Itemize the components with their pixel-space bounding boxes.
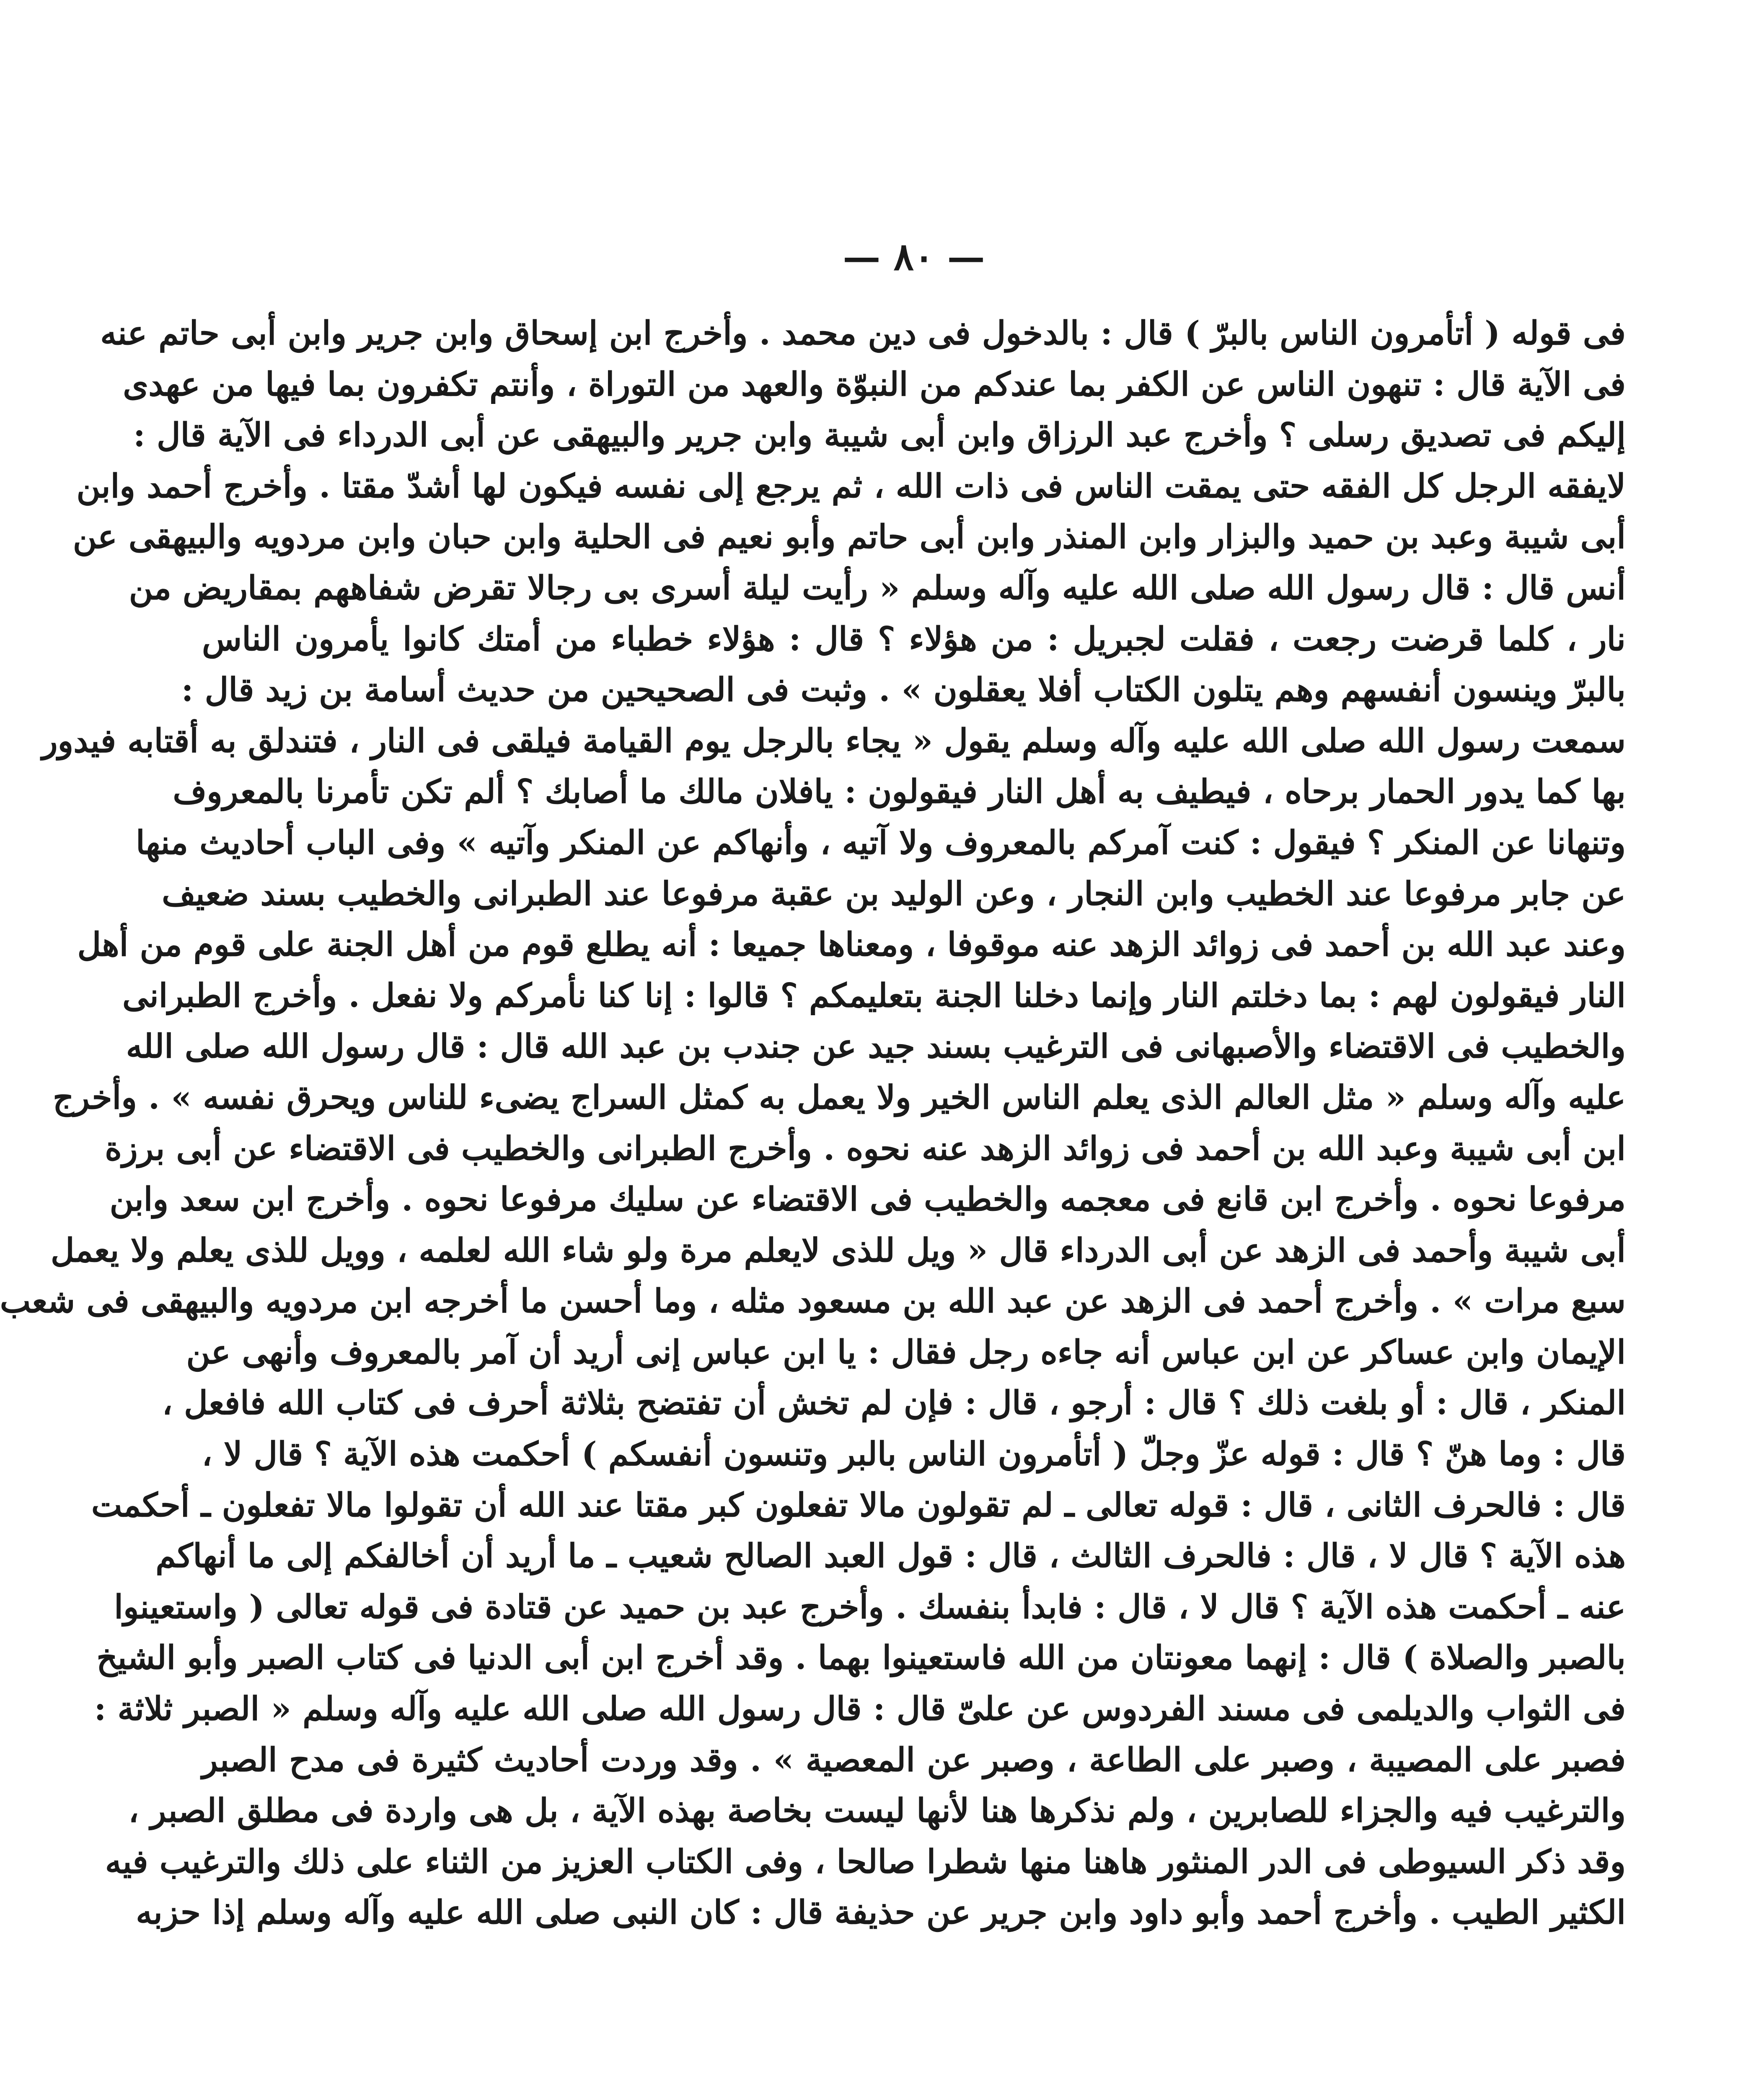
text-line: لايفقه الرجل كل الفقه حتى يمقت الناس فى ذات الله ، ثم يرجع إلى نفسه فيكون لها أشدّ مقتا . وأخرج أحمد وابن	[76, 467, 1626, 505]
text-line: أنس قال : قال رسول الله صلى الله عليه وآله وسلم « رأيت ليلة أسرى بى رجالا تقرض شفاههم بمقاريض من	[129, 569, 1626, 607]
text-line: عن جابر مرفوعا عند الخطيب وابن النجار ، وعن الوليد بن عقبة مرفوعا عند الطبرانى والخطيب بسند ضعيف	[162, 874, 1626, 913]
text-line: مرفوعا نحوه . وأخرج ابن قانع فى معجمه والخطيب فى الاقتضاء عن سليك مرفوعا نحوه . وأخرج ابن سعد وابن	[109, 1180, 1626, 1219]
text-line: بها كما يدور الحمار برحاه ، فيطيف به أهل النار فيقولون : يافلان مالك ما أصابك ؟ ألم تكن تأمرنا بالمعروف	[173, 773, 1626, 811]
text-line: الإيمان وابن عساكر عن ابن عباس أنه جاءه رجل فقال : يا ابن عباس إنى أريد أن آمر بالمعروف وأنهى عن	[186, 1333, 1626, 1371]
text-line: هذه الآية ؟ قال لا ، قال : فالحرف الثالث ، قال : قول العبد الصالح شعيب ـ ما أريد أن أخالفكم إلى ما أنهاكم	[155, 1537, 1626, 1575]
body-text	[0, 308, 1626, 1938]
text-line: سمعت رسول الله صلى الله عليه وآله وسلم يقول « يجاء بالرجل يوم القيامة فيلقى فى النار ، فتندلق به أقتابه فيدور	[41, 722, 1626, 760]
text-line: إليكم فى تصديق رسلى ؟ وأخرج عبد الرزاق وابن أبى شيبة وابن جرير والبيهقى عن أبى الدرداء فى الآية قال :	[133, 416, 1626, 455]
text-line: قال : وما هنّ ؟ قال : قوله عزّ وجلّ ( أتأمرون الناس بالبر وتنسون أنفسكم ) أحكمت هذه الآية ؟ قال لا ،	[202, 1435, 1626, 1474]
text-line: أبى شيبة وأحمد فى الزهد عن أبى الدرداء قال « ويل للذى لايعلم مرة ولو شاء الله لعلمه ، وويل للذى يعلم ولا يعمل	[50, 1231, 1626, 1270]
text-line: عليه وآله وسلم « مثل العالم الذى يعلم الناس الخير ولا يعمل به كمثل السراج يضىء للناس ويحرق نفسه » . وأخرج	[52, 1078, 1626, 1117]
text-line: وقد ذكر السيوطى فى الدر المنثور هاهنا منها شطرا صالحا ، وفى الكتاب العزيز من الثناء على ذلك والترغيب فيه	[105, 1842, 1626, 1881]
text-line: أبى شيبة وعبد بن حميد والبزار وابن المنذر وابن أبى حاتم وأبو نعيم فى الحلية وابن حبان وابن مردويه والبيهقى عن	[72, 518, 1626, 556]
text-line: وتنهانا عن المنكر ؟ فيقول : كنت آمركم بالمعروف ولا آتيه ، وأنهاكم عن المنكر وآتيه » وفى الباب أحاديث منها	[135, 823, 1626, 862]
text-line: النار فيقولون لهم : بما دخلتم النار وإنما دخلنا الجنة بتعليمكم ؟ قالوا : إنا كنا نأمركم ولا نفعل . وأخرج الطبرانى	[122, 976, 1626, 1015]
text-line: عنه ـ أحكمت هذه الآية ؟ قال لا ، قال : فابدأ بنفسك . وأخرج عبد بن حميد عن قتادة فى قوله تعالى ( واستعينوا	[114, 1588, 1626, 1626]
text-line: وعند عبد الله بن أحمد فى زوائد الزهد عنه موقوفا ، ومعناها جميعا : أنه يطلع قوم من أهل الجنة على قوم من أهل	[77, 926, 1626, 964]
text-line: المنكر ، قال : أو بلغت ذلك ؟ قال : أرجو ، قال : فإن لم تخش أن تفتضح بثلاثة أحرف فى كتاب الله فافعل ،	[162, 1384, 1626, 1423]
text-line: والترغيب فيه والجزاء للصابرين ، ولم نذكرها هنا لأنها ليست بخاصة بهذه الآية ، بل هى واردة فى مطلق الصبر ،	[128, 1792, 1626, 1830]
text-line: فى قوله ( أتأمرون الناس بالبرّ ) قال : بالدخول فى دين محمد . وأخرج ابن إسحاق وابن جرير وابن أبى حاتم عنه	[100, 314, 1626, 352]
text-line: بالبرّ وينسون أنفسهم وهم يتلون الكتاب أفلا يعقلون » . وثبت فى الصحيحين من حديث أسامة بن زيد قال :	[181, 671, 1626, 709]
text-line: بالصبر والصلاة ) قال : إنهما معونتان من الله فاستعينوا بهما . وقد أخرج ابن أبى الدنيا فى كتاب الصبر وأبو الشيخ	[96, 1639, 1626, 1677]
text-line: سبع مرات » . وأخرج أحمد فى الزهد عن عبد الله بن مسعود مثله ، وما أحسن ما أخرجه ابن مردويه والبيهقى فى شعب	[0, 1282, 1626, 1321]
text-line: فى الآية قال : تنهون الناس عن الكفر بما عندكم من النبوّة والعهد من التوراة ، وأنتم تكفرون بما فيها من عهدى	[123, 365, 1626, 403]
text-line: فصبر على المصيبة ، وصبر على الطاعة ، وصبر عن المعصية » . وقد وردت أحاديث كثيرة فى مدح الصبر	[202, 1741, 1626, 1779]
text-line: والخطيب فى الاقتضاء والأصبهانى فى الترغيب بسند جيد عن جندب بن عبد الله قال : قال رسول الله صلى الله	[126, 1027, 1626, 1066]
text-line: ابن أبى شيبة وعبد الله بن أحمد فى زوائد الزهد عنه نحوه . وأخرج الطبرانى والخطيب فى الاقتضاء عن أبى برزة	[105, 1129, 1626, 1168]
text-line: الكثير الطيب . وأخرج أحمد وأبو داود وابن جرير عن حذيفة قال : كان النبى صلى الله عليه وآله وسلم إذا حزبه	[136, 1893, 1626, 1932]
page-number: — ٨٠ —	[843, 235, 985, 279]
text-line: نار ، كلما قرضت رجعت ، فقلت لجبريل : من هؤلاء ؟ قال : هؤلاء خطباء من أمتك كانوا يأمرون الناس	[202, 620, 1626, 658]
text-line: فى الثواب والديلمى فى مسند الفردوس عن علىّ قال : قال رسول الله صلى الله عليه وآله وسلم « الصبر ثلاثة :	[94, 1690, 1626, 1728]
text-line: قال : فالحرف الثانى ، قال : قوله تعالى ـ لم تقولون مالا تفعلون كبر مقتا عند الله أن تقولوا مالا تفعلون ـ أحكمت	[91, 1486, 1626, 1524]
